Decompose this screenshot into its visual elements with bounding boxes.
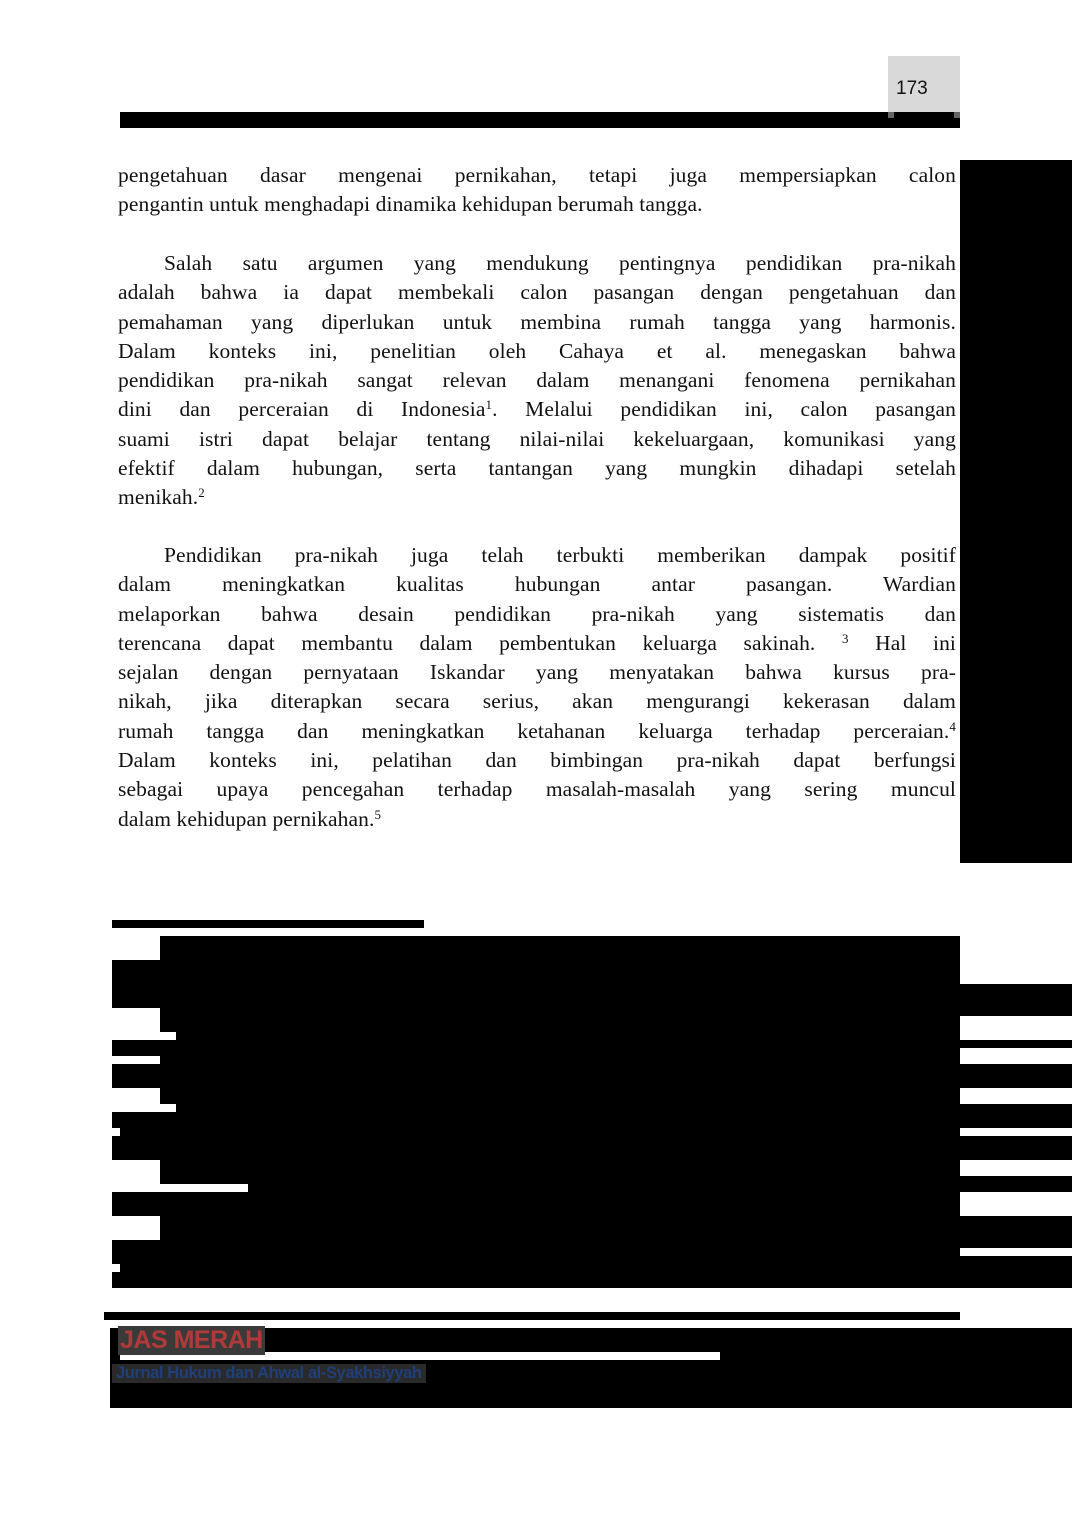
redaction-bar bbox=[176, 1176, 1072, 1184]
journal-name: JAS MERAH bbox=[120, 1326, 263, 1354]
redaction-bar bbox=[112, 984, 1072, 1008]
footnote-ref[interactable]: 2 bbox=[198, 485, 205, 501]
footer-gap bbox=[100, 1384, 110, 1392]
text-line: Dalam konteks ini, pelatihan dan bimbingan pra-nikah dapat berfungsi bbox=[118, 748, 956, 773]
text-line: pengantin untuk menghadapi dinamika kehidupan berumah tangga. bbox=[118, 192, 703, 217]
footnote-ref[interactable]: 1 bbox=[485, 397, 493, 413]
text-line: Salah satu argumen yang mendukung pentingnya pendidikan pra-nikah bbox=[164, 251, 956, 275]
text-line: pengetahuan dasar mengenai pernikahan, tetapi juga mempersiapkan calon bbox=[118, 163, 956, 187]
redaction-bar bbox=[120, 1128, 960, 1136]
text-line bbox=[118, 805, 956, 834]
text-line: suami istri dapat belajar tentang nilai-nilai kekeluargaan, komunikasi yang bbox=[118, 426, 956, 451]
text-line bbox=[118, 629, 956, 658]
redaction-bar bbox=[112, 1256, 1072, 1264]
text-line: melaporkan bahwa desain pendidikan pra-nikah yang sistematis dan bbox=[118, 601, 956, 626]
redaction-bar bbox=[112, 1040, 960, 1056]
text-line: pendidikan pra-nikah sangat relevan dalam menangani fenomena pernikahan bbox=[118, 368, 956, 393]
redaction-bar bbox=[160, 1008, 1072, 1016]
redaction-bar bbox=[112, 960, 960, 984]
redaction-bar bbox=[112, 1136, 1072, 1160]
paragraph-3 bbox=[118, 541, 956, 834]
footer-rule bbox=[104, 1312, 960, 1320]
redaction-bar bbox=[176, 1104, 1072, 1112]
text-line bbox=[118, 395, 956, 424]
redaction-bar bbox=[112, 1112, 1072, 1128]
header-rule bbox=[120, 112, 960, 128]
redaction-bar bbox=[208, 1032, 960, 1040]
text-line: sejalan dengan pernyataan Iskandar yang menyatakan bahwa kursus pra- bbox=[118, 660, 956, 685]
text-segment: . Melalui pendidikan ini, calon pasangan bbox=[492, 397, 956, 422]
header-rule-corner bbox=[954, 112, 960, 118]
redaction-bar bbox=[160, 1056, 960, 1064]
text-segment: rumah tangga dan meningkatkan ketahanan keluarga terhadap perceraian. bbox=[118, 718, 950, 743]
text-line bbox=[118, 717, 956, 746]
redaction-bar bbox=[112, 1064, 1072, 1088]
redaction-bar bbox=[248, 1184, 1072, 1192]
redaction-bar bbox=[112, 1192, 960, 1216]
redaction-gap bbox=[960, 952, 1072, 984]
text-line: adalah bahwa ia dapat membekali calon pasangan dengan pengetahuan dan bbox=[118, 280, 956, 305]
footnote-ref[interactable]: 5 bbox=[374, 806, 382, 822]
redaction-bar bbox=[112, 1272, 1072, 1288]
text-segment: menikah. bbox=[118, 485, 199, 510]
redaction-bar bbox=[168, 1216, 1072, 1240]
text-segment: terencana dapat membantu dalam pembentukan keluarga sakinah. bbox=[118, 630, 842, 655]
page-number: 173 bbox=[896, 78, 928, 99]
text-segment: dini dan perceraian di Indonesia bbox=[118, 397, 486, 422]
text-line: sebagai upaya pencegahan terhadap masalah-masalah yang sering muncul bbox=[118, 777, 956, 802]
redaction-bar bbox=[112, 1248, 960, 1256]
text-line: pemahaman yang diperlukan untuk membina rumah tangga yang harmonis. bbox=[118, 309, 956, 334]
footnote-separator bbox=[112, 920, 424, 928]
text-line: Dalam konteks ini, penelitian oleh Cahaya et al. menegaskan bahwa bbox=[118, 338, 956, 363]
header-rule-corner bbox=[888, 112, 894, 118]
paragraph-1 bbox=[118, 161, 956, 220]
text-line: efektif dalam hubungan, serta tantangan yang mungkin dihadapi setelah bbox=[118, 456, 956, 481]
redaction-block-right bbox=[960, 160, 1072, 863]
text-segment: dalam kehidupan pernikahan. bbox=[118, 806, 375, 831]
journal-subtitle: Jurnal Hukum dan Ahwal al-Syakhsiyyah bbox=[112, 1364, 426, 1383]
text-line: Pendidikan pra-nikah juga telah terbukti memberikan dampak positif bbox=[164, 543, 956, 567]
text-line: nikah, jika diterapkan secara serius, akan mengurangi kekerasan dalam bbox=[118, 689, 956, 714]
text-line bbox=[118, 483, 956, 512]
text-line: dalam meningkatkan kualitas hubungan antar pasangan. Wardian bbox=[118, 572, 956, 597]
footnote-ref[interactable]: 4 bbox=[949, 718, 956, 734]
redaction-bar bbox=[160, 1088, 960, 1104]
paragraph-2 bbox=[118, 249, 956, 513]
redaction-bar bbox=[112, 1240, 1072, 1248]
redaction-bar bbox=[120, 1264, 1072, 1272]
text-segment: Hal ini bbox=[848, 630, 957, 655]
footnote-ref[interactable]: 3 bbox=[841, 630, 849, 646]
